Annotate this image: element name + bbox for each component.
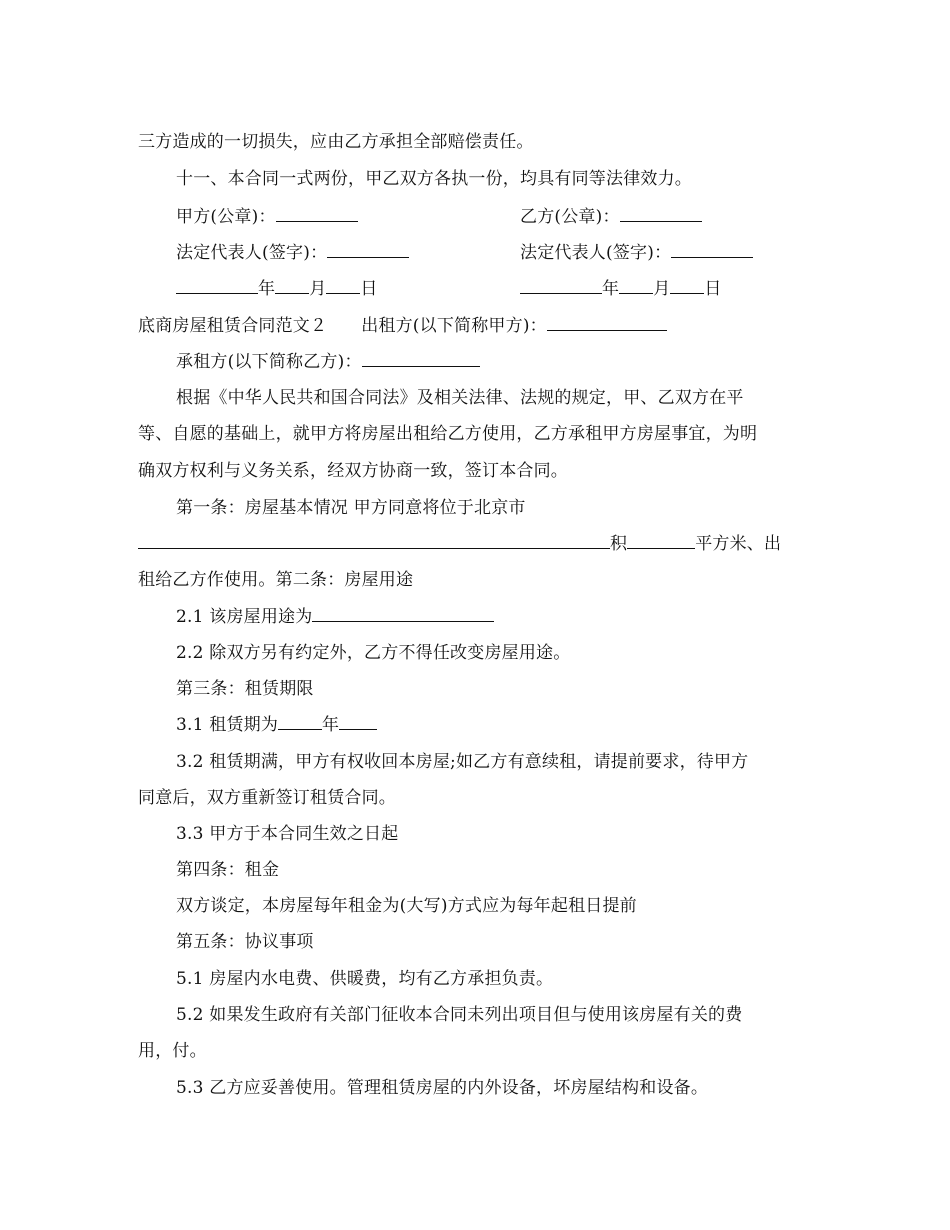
text-line bbox=[138, 314, 818, 338]
text-line bbox=[176, 930, 856, 954]
day-label: 日 bbox=[360, 279, 378, 299]
address-blank bbox=[138, 532, 610, 549]
paragraph-text: 租给乙方作使用。第二条：房屋用途 bbox=[138, 570, 414, 590]
party-b-seal-blank bbox=[620, 205, 702, 222]
text-line bbox=[176, 167, 856, 191]
clause-5-3: 5.3 乙方应妥善使用。管理租赁房屋的内外设备，坏房屋结构和设备。 bbox=[176, 1078, 709, 1098]
party-b-seal bbox=[520, 205, 820, 229]
text-line bbox=[138, 532, 818, 556]
text-line bbox=[138, 130, 818, 154]
paragraph-text: 等、自愿的基础上，就甲方将房屋出租给乙方使用，乙方承租甲方房屋事宜，为明 bbox=[138, 424, 758, 444]
day-label: 日 bbox=[704, 279, 722, 299]
text-line bbox=[176, 822, 856, 846]
article-5-heading: 第五条：协议事项 bbox=[176, 932, 314, 952]
lessee-blank bbox=[362, 350, 480, 367]
year-blank bbox=[520, 277, 602, 294]
month-blank bbox=[619, 277, 653, 294]
lessor-label: 出租方(以下简称甲方)： bbox=[361, 316, 547, 336]
text-line bbox=[138, 786, 818, 810]
text-line bbox=[176, 713, 856, 737]
month-blank bbox=[275, 277, 309, 294]
day-blank bbox=[326, 277, 360, 294]
clause-3-3: 3.3 甲方于本合同生效之日起 bbox=[176, 824, 399, 844]
clause-2-1: 2.1 该房屋用途为 bbox=[176, 607, 313, 627]
text-line bbox=[176, 605, 856, 629]
text-line bbox=[138, 568, 818, 592]
text-line bbox=[176, 1076, 856, 1100]
text-line bbox=[176, 967, 856, 991]
party-a-date bbox=[176, 277, 496, 301]
party-a-rep-blank bbox=[327, 241, 409, 258]
usage-blank bbox=[312, 605, 494, 622]
text-line bbox=[176, 894, 856, 918]
party-a-seal bbox=[176, 205, 496, 229]
year-label: 年 bbox=[322, 715, 340, 735]
paragraph-text: 根据《中华人民共和国合同法》及相关法律、法规的规定，甲、乙双方在平 bbox=[176, 388, 744, 408]
paragraph-text: 用，付。 bbox=[138, 1041, 207, 1061]
party-a-rep-label: 法定代表人(签字)： bbox=[176, 243, 328, 263]
article-4-heading: 第四条：租金 bbox=[176, 860, 280, 880]
article-3-heading: 第三条：租赁期限 bbox=[176, 679, 314, 699]
text-line bbox=[176, 1003, 856, 1027]
month-label: 月 bbox=[309, 279, 327, 299]
party-b-rep-blank bbox=[671, 241, 753, 258]
text-line bbox=[138, 459, 818, 483]
month-label: 月 bbox=[653, 279, 671, 299]
clause-2-2: 2.2 除双方另有约定外，乙方不得任改变房屋用途。 bbox=[176, 643, 571, 663]
area-label: 积 bbox=[610, 534, 628, 554]
area-blank bbox=[627, 532, 695, 549]
party-b-rep-label: 法定代表人(签字)： bbox=[520, 243, 672, 263]
text-line bbox=[176, 496, 856, 520]
contract-title: 底商房屋租赁合同范文２ bbox=[138, 316, 328, 336]
day-blank bbox=[670, 277, 704, 294]
text-line bbox=[176, 677, 856, 701]
year-blank bbox=[176, 277, 258, 294]
paragraph-text: 十一、本合同一式两份，甲乙双方各执一份，均具有同等法律效力。 bbox=[176, 169, 692, 189]
text-line bbox=[176, 750, 856, 774]
text-line bbox=[176, 641, 856, 665]
year-label: 年 bbox=[602, 279, 620, 299]
party-b-representative bbox=[520, 241, 820, 265]
party-b-seal-label: 乙方(公章)： bbox=[520, 207, 620, 227]
term-blank bbox=[339, 713, 377, 730]
text-line bbox=[138, 1039, 818, 1063]
text-line bbox=[176, 386, 856, 410]
area-unit: 平方米、出 bbox=[695, 534, 782, 554]
lessee-label: 承租方(以下简称乙方)： bbox=[176, 352, 362, 372]
party-a-representative bbox=[176, 241, 496, 265]
clause-5-1: 5.1 房屋内水电费、供暖费，均有乙方承担负责。 bbox=[176, 969, 554, 989]
paragraph-text: 确双方权利与义务关系，经双方协商一致，签订本合同。 bbox=[138, 461, 568, 481]
text-line bbox=[138, 422, 818, 446]
clause-5-2: 5.2 如果发生政府有关部门征收本合同未列出项目但与使用该房屋有关的费 bbox=[176, 1005, 743, 1025]
rent-paragraph: 双方谈定，本房屋每年租金为(大写)方式应为每年起租日提前 bbox=[176, 896, 637, 916]
party-a-seal-label: 甲方(公章)： bbox=[176, 207, 276, 227]
article-1-heading: 第一条：房屋基本情况 甲方同意将位于北京市 bbox=[176, 498, 526, 518]
party-b-date bbox=[520, 277, 820, 301]
clause-3-1: 3.1 租赁期为 bbox=[176, 715, 279, 735]
party-a-seal-blank bbox=[276, 205, 358, 222]
text-line bbox=[176, 858, 856, 882]
year-label: 年 bbox=[258, 279, 276, 299]
term-blank bbox=[278, 713, 322, 730]
clause-3-2: 3.2 租赁期满，甲方有权收回本房屋;如乙方有意续租，请提前要求，待甲方 bbox=[176, 752, 749, 772]
paragraph-text: 三方造成的一切损失，应由乙方承担全部赔偿责任。 bbox=[138, 132, 534, 152]
paragraph-text: 同意后，双方重新签订租赁合同。 bbox=[138, 788, 396, 808]
lessor-blank bbox=[547, 314, 667, 331]
text-line bbox=[176, 350, 856, 374]
